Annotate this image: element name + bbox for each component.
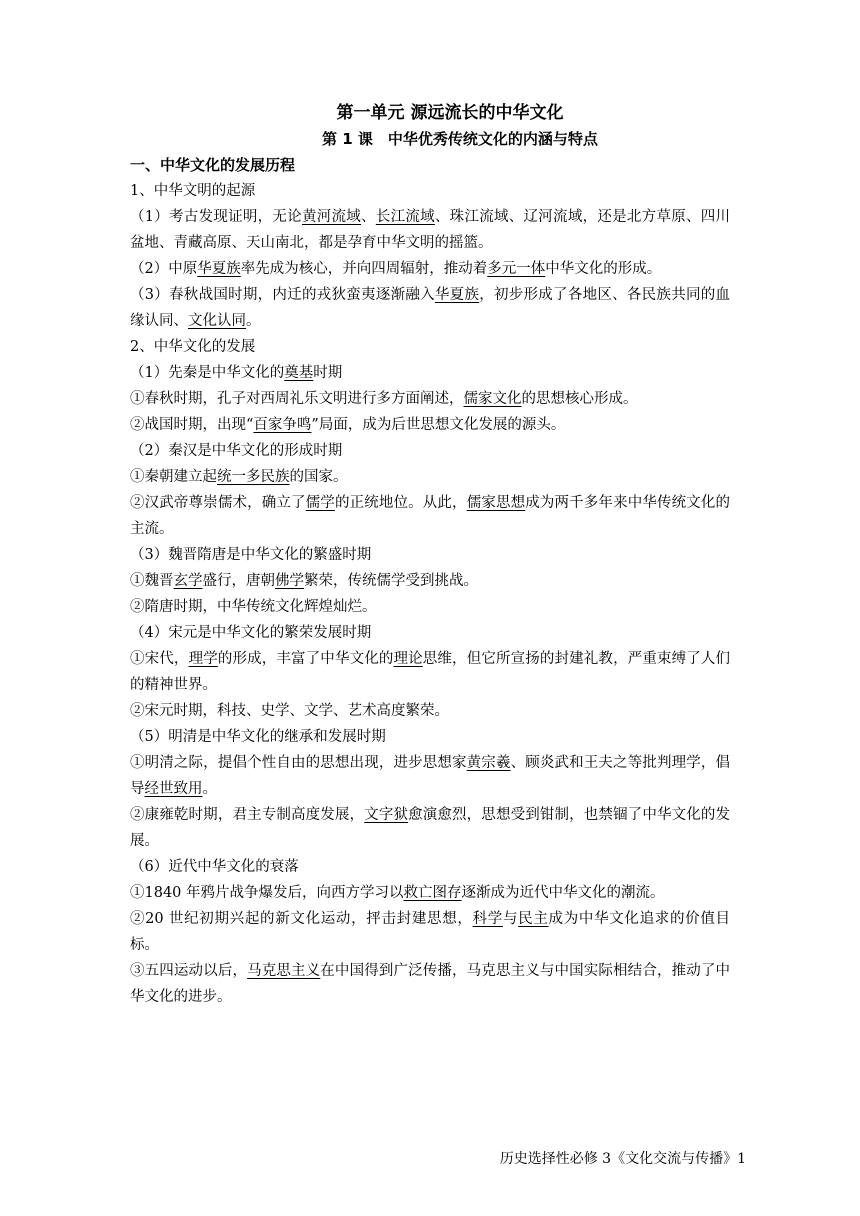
underlined-keyword: 奠基 (284, 365, 314, 381)
paragraph (130, 256, 730, 282)
paragraph (130, 204, 730, 256)
underlined-keyword: 马克思主义 (247, 963, 321, 979)
underlined-keyword: 科学 (472, 911, 503, 927)
text-run: 1、中华文明的起源 (130, 183, 256, 199)
text-run: 、 (361, 209, 376, 225)
paragraph (130, 178, 730, 204)
underlined-keyword: 多元一体 (487, 261, 546, 277)
text-run: （1）先秦是中华文化的 (130, 365, 285, 381)
paragraph (130, 334, 730, 360)
paragraph (130, 360, 730, 386)
section-heading: 一、中华文化的发展历程 (130, 156, 296, 174)
text-run: （2）秦汉是中华文化的形成时期 (130, 443, 343, 459)
text-run: ①宋代， (130, 651, 189, 667)
underlined-keyword: 儒家思想 (466, 495, 526, 511)
text-run: （4）宋元是中华文化的繁荣发展时期 (130, 625, 372, 641)
text-run: ②宋元时期，科技、史学、文学、艺术高度繁荣。 (130, 703, 449, 719)
text-run: ①秦朝建立起 (130, 469, 217, 485)
text-run: 率先成为核心，并向四周辐射，推动着 (240, 261, 488, 277)
paragraph (130, 568, 730, 594)
paragraph (130, 282, 730, 334)
paragraph (130, 802, 730, 854)
underlined-keyword: 华夏族 (197, 261, 241, 277)
underlined-keyword: 文字狱 (364, 807, 409, 823)
underlined-keyword: 黄宗羲 (466, 755, 511, 771)
text-run: 。 (246, 313, 261, 329)
paragraph (130, 438, 730, 464)
underlined-keyword: 华夏族 (434, 287, 480, 303)
text-run: ①1840 年鸦片战争爆发后，向西方学习以 (130, 885, 404, 901)
underlined-keyword: 经世致用 (144, 781, 203, 797)
paragraph (130, 620, 730, 646)
underlined-keyword: 理论 (393, 651, 423, 667)
unit-title: 第一单元 源远流长的中华文化 (336, 103, 564, 123)
paragraph (130, 412, 730, 438)
text-run: 成为中华文化追求的价值目标。 (130, 911, 731, 953)
underlined-keyword: 理学 (188, 651, 218, 667)
text-run: ②隋唐时期，中华传统文化辉煌灿烂。 (130, 599, 377, 615)
text-run: 成为两千多年来中华传统文化的主流。 (130, 495, 731, 537)
text-run: 、顾炎武和王夫之等批判理学，倡导 (130, 755, 731, 797)
text-run: 的形成，丰富了中华文化的 (217, 651, 394, 667)
paragraph (130, 880, 730, 906)
text-run: 2、中华文化的发展 (130, 339, 256, 355)
underlined-keyword: 百家争鸣 (253, 417, 312, 433)
text-run: ”局面，成为后世思想文化发展的源头。 (311, 417, 566, 433)
underlined-keyword: 民主 (518, 911, 549, 927)
text-run: 在中国得到广泛传播，马克思主义与中国实际相结合，推动了中华文化的进步。 (130, 963, 731, 1005)
paragraph (130, 750, 730, 802)
text-run: ②汉武帝尊崇儒术，确立了 (130, 495, 306, 511)
text-run: 盛行，唐朝 (202, 573, 275, 589)
text-run: ①魏晋 (130, 573, 174, 589)
underlined-keyword: 救亡图存 (403, 885, 462, 901)
text-run: ①春秋时期，孔子对西周礼乐文明进行多方面阐述， (130, 391, 464, 407)
paragraph (130, 698, 730, 724)
text-run: 。 (202, 781, 217, 797)
paragraph (130, 542, 730, 568)
text-run: ①明清之际，提倡个性自由的思想出现，进步思想家 (130, 755, 467, 771)
paragraph (130, 386, 730, 412)
text-run: ③五四运动以后， (130, 963, 248, 979)
paragraph (130, 958, 730, 1010)
paragraph (130, 854, 730, 880)
underlined-keyword: 佛学 (275, 573, 304, 589)
paragraph (130, 724, 730, 750)
underlined-keyword: 统一多民族 (217, 469, 290, 485)
underlined-keyword: 黄河流域 (301, 209, 362, 225)
text-run: （3）魏晋隋唐是中华文化的繁盛时期 (130, 547, 372, 563)
text-run: 的思想核心形成。 (521, 391, 638, 407)
text-run: 、珠江流域、辽河流域，还是北方草原、四川盆地、青藏高原、天山南北，都是孕育中华文明的摇篮。 (130, 209, 731, 251)
text-run: 与 (502, 911, 519, 927)
text-run: ②20 世纪初期兴起的新文化运动，抨击封建思想， (130, 911, 473, 927)
document-body (130, 100, 730, 1010)
paragraph (130, 906, 730, 958)
underlined-keyword: 儒学 (305, 495, 335, 511)
text-run: （5）明清是中华文化的继承和发展时期 (130, 729, 386, 745)
text-run: ，初步形成了各地区、各民族共同的血缘认同、 (130, 287, 731, 329)
paragraph (130, 464, 730, 490)
underlined-keyword: 文化认同 (188, 313, 246, 329)
text-run: （2）中原 (130, 261, 198, 277)
text-run: ②康雍乾时期，君主专制高度发展， (130, 807, 365, 823)
text-run: 中华文化的形成。 (545, 261, 662, 277)
text-run: 时期 (313, 365, 343, 381)
text-run: ②战国时期，出现“ (130, 417, 254, 433)
underlined-keyword: 长江流域 (375, 209, 435, 225)
text-run: 逐渐成为近代中华文化的潮流。 (461, 885, 665, 901)
text-run: 的正统地位。从此， (334, 495, 467, 511)
text-run: 的国家。 (289, 469, 348, 485)
text-run: 愈演愈烈，思想受到钳制，也禁锢了中华文化的发展。 (130, 807, 731, 849)
page-footer: 历史选择性必修 3《文化交流与传播》1 (499, 1151, 746, 1167)
paragraph (130, 646, 730, 698)
paragraph (130, 594, 730, 620)
underlined-keyword: 儒家文化 (463, 391, 522, 407)
text-run: （1）考古发现证明，无论 (130, 209, 302, 225)
lesson-title: 第 1 课 中华优秀传统文化的内涵与特点 (322, 130, 598, 148)
text-run: （3）春秋战国时期，内迁的戎狄蛮夷逐渐融入 (130, 287, 435, 303)
paragraph (130, 490, 730, 542)
text-run: 繁荣，传统儒学受到挑战。 (304, 573, 478, 589)
underlined-keyword: 玄学 (173, 573, 203, 589)
paragraph-list (130, 178, 730, 1010)
text-run: （6）近代中华文化的衰落 (130, 859, 299, 875)
text-run: 思维，但它所宣扬的封建礼教，严重束缚了人们的精神世界。 (130, 651, 731, 693)
